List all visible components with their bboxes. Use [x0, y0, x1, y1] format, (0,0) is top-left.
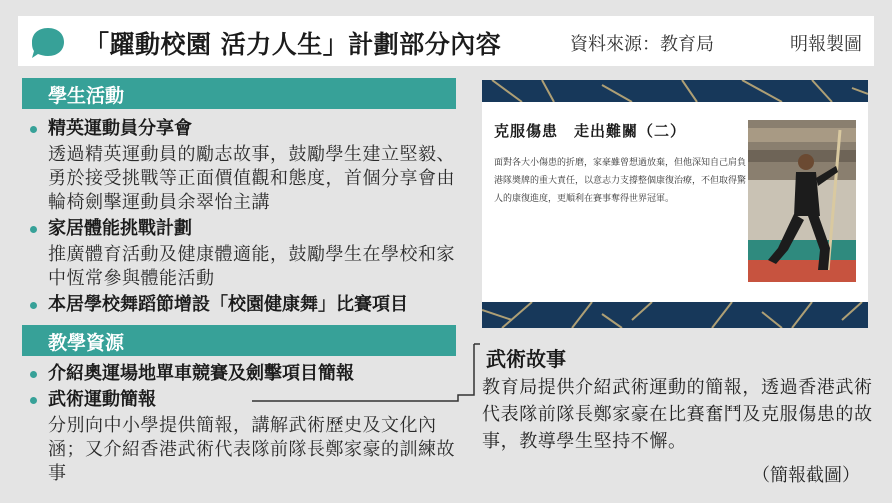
- bullet-icon: [30, 226, 37, 233]
- list-item: [30, 217, 460, 291]
- student-activities-list: [30, 117, 460, 317]
- section-heading-teaching-resources: 教學資源: [22, 325, 456, 356]
- list-item-title: 本居學校舞蹈節增設「校園健康舞」比賽項目: [48, 294, 408, 315]
- source-label: 資料來源：教育局: [570, 34, 714, 55]
- speech-bubble-icon: [30, 26, 66, 60]
- header-panel: [18, 16, 874, 66]
- slide-card: [482, 102, 868, 302]
- bullet-icon: [30, 126, 37, 133]
- list-item-description: 推廣體育活動及健康體適能，鼓勵學生在學校和家中恆常參與體能活動: [48, 244, 455, 289]
- list-item: [30, 117, 460, 215]
- bullet-icon: [30, 302, 37, 309]
- list-item: [30, 388, 460, 486]
- list-item-description: 透過精英運動員的勵志故事，鼓勵學生建立堅毅、勇於接受挑戰等正面價值觀和態度，首個分享會由輪椅劍擊運動員余翠怡主講: [48, 144, 455, 213]
- slide-title: 克服傷患 走出難關（二）: [494, 122, 687, 140]
- screenshot-caption: （簡報截圖）: [752, 465, 860, 486]
- section-heading-student-activities: 學生活動: [22, 78, 456, 109]
- credit-label: 明報製圖: [790, 34, 862, 55]
- bullet-icon: [30, 371, 37, 378]
- list-item-title: 武術運動簡報: [48, 389, 156, 410]
- teaching-resources-list: [30, 362, 460, 486]
- wushu-story-description: 教育局提供介紹武術運動的簡報，透過香港武術代表隊前隊長鄭家豪在比賽奮鬥及克服傷患的故事，教導學生堅持不懈。: [482, 377, 873, 452]
- list-item-title: 精英運動員分享會: [48, 118, 192, 139]
- list-item-title: 家居體能挑戰計劃: [48, 218, 192, 239]
- list-item: [30, 293, 460, 317]
- bullet-icon: [30, 397, 37, 404]
- list-item-description: 分別向中小學提供簡報，講解武術歷史及文化內涵；又介紹香港武術代表隊前隊長鄭家豪的訓練故事: [48, 415, 455, 484]
- slide-text: 面對各大小傷患的折磨，家豪雖曾想過放棄，但他深知自己肩負港隊奬牌的重大責任，以意志力支撐整個康復治療，不但取得驚人的康復進度，更順利在賽事奪得世界冠軍。: [494, 158, 747, 204]
- list-item: [30, 362, 460, 386]
- presentation-screenshot: [482, 80, 868, 328]
- page-title: 「躍動校園 活力人生」計劃部分內容: [84, 30, 502, 59]
- list-item-title: 介紹奧運場地單車競賽及劍擊項目簡報: [48, 363, 354, 384]
- wushu-athlete-photo: [748, 120, 856, 282]
- wushu-story-title: 武術故事: [486, 347, 566, 371]
